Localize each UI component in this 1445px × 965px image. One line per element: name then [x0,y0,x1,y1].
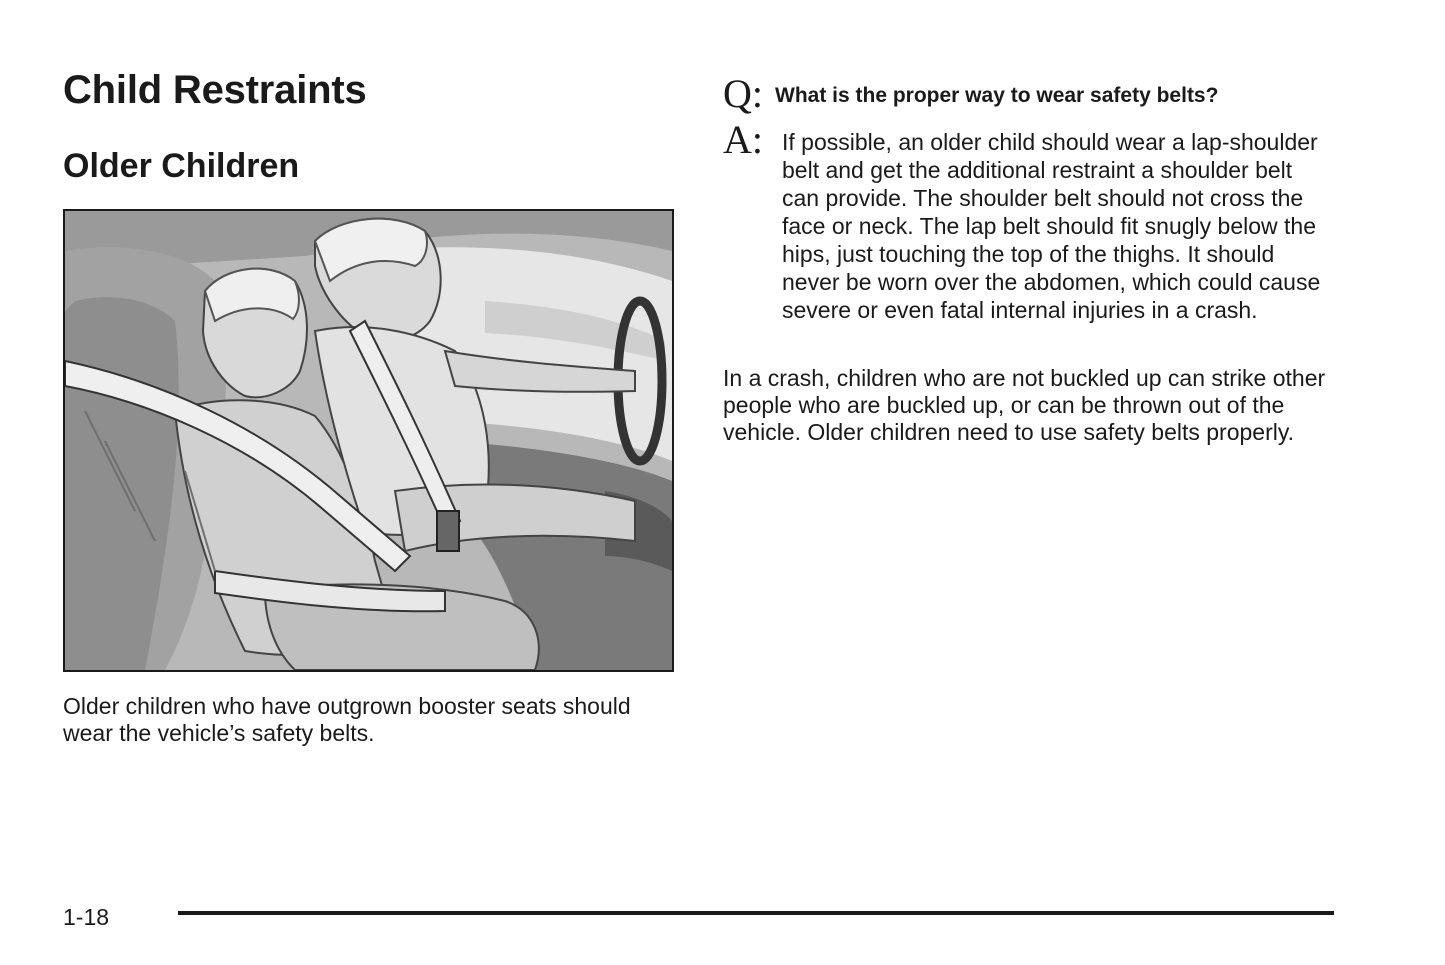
illustration-drawing [65,211,672,670]
footer-rule [178,911,1334,915]
answer-text: If possible, an older child should wear a lap-shoulder belt and get the additional restraint a shoulder belt can provide. The shoulder belt should not cross the face or neck. The lap belt should fit snugly below the hips, just touching the top of the thighs. It should never be worn over the abdomen, which could cause severe or even fatal internal injuries in a crash. [782,129,1321,323]
question-marker: Q: [723,71,763,116]
answer-row [723,117,1327,324]
section-title: Older Children [63,147,300,185]
child-safety-belt-illustration [63,209,674,672]
figure-caption: Older children who have outgrown booster seats should wear the vehicle’s safety belts. [63,693,631,746]
page-title: Child Restraints [63,68,367,112]
answer-marker: A: [723,117,763,162]
question-text: What is the proper way to wear safety belts? [775,84,1219,107]
page-number: 1-18 [63,904,110,930]
question-row [723,71,1219,116]
body-paragraph: In a crash, children who are not buckled up can strike other people who are buckled up, or can be thrown out of the vehicle. Older children need to use safety belts properly. [723,365,1326,445]
